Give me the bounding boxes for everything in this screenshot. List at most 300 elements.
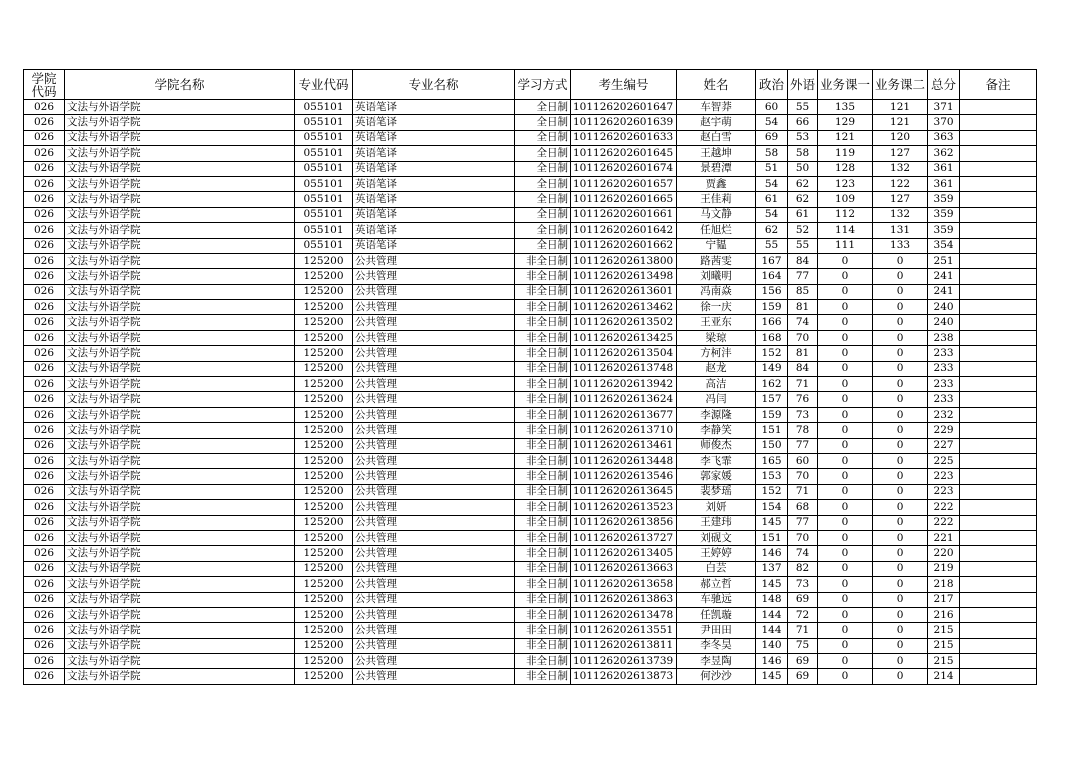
table-row <box>24 623 1037 638</box>
cell-candidate-id: 101126202613546 <box>571 469 677 484</box>
cell-college-code: 026 <box>24 407 65 422</box>
cell-major-code: 125200 <box>295 361 353 376</box>
cell-total-score: 217 <box>928 592 960 607</box>
cell-college-name: 文法与外语学院 <box>65 300 295 315</box>
table-row <box>24 377 1037 392</box>
cell-remarks <box>960 361 1037 376</box>
table-row <box>24 284 1037 299</box>
cell-course-one-score: 123 <box>818 176 873 191</box>
cell-foreign-language-score: 81 <box>788 346 818 361</box>
cell-candidate-id: 101126202613504 <box>571 346 677 361</box>
cell-course-one-score: 0 <box>818 592 873 607</box>
cell-remarks <box>960 500 1037 515</box>
cell-course-one-score: 112 <box>818 207 873 222</box>
cell-course-two-score: 0 <box>873 469 928 484</box>
table-row <box>24 361 1037 376</box>
cell-major-name: 公共管理 <box>353 253 515 268</box>
cell-name: 刘砚文 <box>677 530 756 545</box>
cell-college-code: 026 <box>24 469 65 484</box>
cell-course-two-score: 0 <box>873 377 928 392</box>
cell-candidate-id: 101126202613645 <box>571 484 677 499</box>
cell-course-one-score: 0 <box>818 453 873 468</box>
cell-course-one-score: 129 <box>818 115 873 130</box>
cell-foreign-language-score: 74 <box>788 546 818 561</box>
cell-name: 李冬昊 <box>677 638 756 653</box>
cell-remarks <box>960 238 1037 253</box>
cell-candidate-id: 101126202613498 <box>571 269 677 284</box>
cell-course-two-score: 0 <box>873 453 928 468</box>
cell-major-name: 公共管理 <box>353 577 515 592</box>
cell-candidate-id: 101126202601661 <box>571 207 677 222</box>
cell-major-code: 055101 <box>295 207 353 222</box>
cell-total-score: 240 <box>928 315 960 330</box>
cell-major-code: 125200 <box>295 453 353 468</box>
cell-total-score: 216 <box>928 607 960 622</box>
table-header <box>24 70 1037 100</box>
cell-candidate-id: 101126202613425 <box>571 330 677 345</box>
cell-college-code: 026 <box>24 146 65 161</box>
cell-college-name: 文法与外语学院 <box>65 392 295 407</box>
cell-candidate-id: 101126202613658 <box>571 577 677 592</box>
cell-major-code: 055101 <box>295 192 353 207</box>
cell-study-mode: 非全日制 <box>515 654 571 669</box>
cell-major-name: 公共管理 <box>353 284 515 299</box>
cell-remarks <box>960 638 1037 653</box>
cell-major-code: 125200 <box>295 592 353 607</box>
cell-major-name: 公共管理 <box>353 269 515 284</box>
cell-politics-score: 151 <box>756 423 788 438</box>
cell-major-name: 公共管理 <box>353 592 515 607</box>
header-college-name: 学院名称 <box>65 70 295 100</box>
cell-candidate-id: 101126202613462 <box>571 300 677 315</box>
cell-remarks <box>960 223 1037 238</box>
table-row <box>24 438 1037 453</box>
cell-course-one-score: 0 <box>818 546 873 561</box>
cell-study-mode: 非全日制 <box>515 546 571 561</box>
cell-college-code: 026 <box>24 530 65 545</box>
cell-candidate-id: 101126202601633 <box>571 130 677 145</box>
cell-college-name: 文法与外语学院 <box>65 115 295 130</box>
table-row <box>24 453 1037 468</box>
cell-course-one-score: 0 <box>818 330 873 345</box>
cell-total-score: 233 <box>928 361 960 376</box>
cell-foreign-language-score: 69 <box>788 654 818 669</box>
cell-course-two-score: 132 <box>873 207 928 222</box>
cell-major-code: 125200 <box>295 407 353 422</box>
cell-college-code: 026 <box>24 192 65 207</box>
table-row <box>24 654 1037 669</box>
cell-major-code: 055101 <box>295 130 353 145</box>
cell-course-one-score: 0 <box>818 638 873 653</box>
cell-politics-score: 145 <box>756 515 788 530</box>
cell-study-mode: 非全日制 <box>515 638 571 653</box>
cell-politics-score: 157 <box>756 392 788 407</box>
cell-foreign-language-score: 55 <box>788 238 818 253</box>
cell-name: 裴梦瑶 <box>677 484 756 499</box>
table-row <box>24 176 1037 191</box>
cell-major-code: 125200 <box>295 423 353 438</box>
cell-remarks <box>960 577 1037 592</box>
cell-major-name: 公共管理 <box>353 530 515 545</box>
cell-major-name: 公共管理 <box>353 654 515 669</box>
cell-college-code: 026 <box>24 484 65 499</box>
cell-course-one-score: 0 <box>818 269 873 284</box>
cell-name: 冯闫 <box>677 392 756 407</box>
cell-study-mode: 非全日制 <box>515 423 571 438</box>
cell-study-mode: 全日制 <box>515 161 571 176</box>
cell-major-code: 125200 <box>295 484 353 499</box>
cell-total-score: 362 <box>928 146 960 161</box>
cell-foreign-language-score: 75 <box>788 638 818 653</box>
cell-college-name: 文法与外语学院 <box>65 623 295 638</box>
table-row <box>24 300 1037 315</box>
cell-college-code: 026 <box>24 315 65 330</box>
cell-politics-score: 152 <box>756 346 788 361</box>
cell-study-mode: 全日制 <box>515 223 571 238</box>
cell-major-code: 125200 <box>295 330 353 345</box>
cell-college-name: 文法与外语学院 <box>65 577 295 592</box>
cell-course-one-score: 0 <box>818 438 873 453</box>
cell-major-name: 公共管理 <box>353 515 515 530</box>
cell-politics-score: 145 <box>756 669 788 684</box>
cell-college-code: 026 <box>24 284 65 299</box>
cell-college-name: 文法与外语学院 <box>65 253 295 268</box>
cell-foreign-language-score: 68 <box>788 500 818 515</box>
cell-course-one-score: 109 <box>818 192 873 207</box>
table-row <box>24 500 1037 515</box>
cell-name: 景碧潭 <box>677 161 756 176</box>
cell-candidate-id: 101126202613624 <box>571 392 677 407</box>
cell-course-one-score: 0 <box>818 300 873 315</box>
cell-course-one-score: 0 <box>818 623 873 638</box>
cell-total-score: 233 <box>928 392 960 407</box>
cell-candidate-id: 101126202613478 <box>571 607 677 622</box>
cell-foreign-language-score: 70 <box>788 469 818 484</box>
cell-college-name: 文法与外语学院 <box>65 100 295 115</box>
cell-major-name: 公共管理 <box>353 330 515 345</box>
cell-course-two-score: 0 <box>873 284 928 299</box>
cell-politics-score: 150 <box>756 438 788 453</box>
cell-college-code: 026 <box>24 500 65 515</box>
cell-politics-score: 54 <box>756 207 788 222</box>
cell-course-two-score: 0 <box>873 392 928 407</box>
cell-study-mode: 全日制 <box>515 115 571 130</box>
header-candidate-id: 考生编号 <box>571 70 677 100</box>
cell-total-score: 241 <box>928 269 960 284</box>
cell-course-two-score: 0 <box>873 515 928 530</box>
cell-candidate-id: 101126202613873 <box>571 669 677 684</box>
cell-study-mode: 非全日制 <box>515 515 571 530</box>
cell-major-code: 055101 <box>295 223 353 238</box>
cell-study-mode: 非全日制 <box>515 361 571 376</box>
cell-major-code: 125200 <box>295 654 353 669</box>
cell-total-score: 215 <box>928 638 960 653</box>
cell-candidate-id: 101126202601639 <box>571 115 677 130</box>
cell-course-one-score: 0 <box>818 361 873 376</box>
cell-course-two-score: 0 <box>873 361 928 376</box>
cell-college-name: 文法与外语学院 <box>65 315 295 330</box>
cell-college-name: 文法与外语学院 <box>65 130 295 145</box>
cell-course-two-score: 0 <box>873 669 928 684</box>
cell-name: 车智莽 <box>677 100 756 115</box>
cell-college-name: 文法与外语学院 <box>65 530 295 545</box>
cell-study-mode: 非全日制 <box>515 438 571 453</box>
cell-total-score: 222 <box>928 500 960 515</box>
cell-politics-score: 166 <box>756 315 788 330</box>
cell-study-mode: 非全日制 <box>515 392 571 407</box>
cell-major-name: 英语笔译 <box>353 161 515 176</box>
cell-course-two-score: 0 <box>873 654 928 669</box>
cell-major-name: 公共管理 <box>353 623 515 638</box>
cell-course-two-score: 120 <box>873 130 928 145</box>
cell-name: 方柯沣 <box>677 346 756 361</box>
cell-politics-score: 164 <box>756 269 788 284</box>
cell-politics-score: 58 <box>756 146 788 161</box>
cell-candidate-id: 101126202613739 <box>571 654 677 669</box>
cell-study-mode: 非全日制 <box>515 330 571 345</box>
cell-major-name: 公共管理 <box>353 300 515 315</box>
cell-college-name: 文法与外语学院 <box>65 361 295 376</box>
cell-foreign-language-score: 77 <box>788 515 818 530</box>
cell-study-mode: 非全日制 <box>515 577 571 592</box>
cell-major-name: 公共管理 <box>353 407 515 422</box>
cell-total-score: 227 <box>928 438 960 453</box>
cell-major-name: 英语笔译 <box>353 146 515 161</box>
cell-major-code: 055101 <box>295 161 353 176</box>
cell-major-code: 125200 <box>295 577 353 592</box>
cell-course-two-score: 0 <box>873 592 928 607</box>
cell-name: 车驰远 <box>677 592 756 607</box>
cell-course-two-score: 121 <box>873 115 928 130</box>
cell-candidate-id: 101126202613461 <box>571 438 677 453</box>
cell-course-one-score: 0 <box>818 484 873 499</box>
cell-foreign-language-score: 82 <box>788 561 818 576</box>
cell-remarks <box>960 469 1037 484</box>
cell-remarks <box>960 530 1037 545</box>
cell-remarks <box>960 146 1037 161</box>
cell-course-two-score: 0 <box>873 423 928 438</box>
table-row <box>24 469 1037 484</box>
cell-course-two-score: 127 <box>873 146 928 161</box>
header-foreign-language: 外语 <box>788 70 818 100</box>
cell-course-one-score: 0 <box>818 407 873 422</box>
cell-candidate-id: 101126202613942 <box>571 377 677 392</box>
cell-foreign-language-score: 71 <box>788 484 818 499</box>
cell-major-code: 125200 <box>295 377 353 392</box>
cell-college-code: 026 <box>24 623 65 638</box>
cell-course-one-score: 0 <box>818 346 873 361</box>
cell-college-name: 文法与外语学院 <box>65 346 295 361</box>
cell-remarks <box>960 423 1037 438</box>
cell-total-score: 371 <box>928 100 960 115</box>
table-row <box>24 100 1037 115</box>
cell-course-two-score: 122 <box>873 176 928 191</box>
header-row <box>24 70 1037 100</box>
cell-college-name: 文法与外语学院 <box>65 407 295 422</box>
cell-total-score: 214 <box>928 669 960 684</box>
cell-major-code: 055101 <box>295 238 353 253</box>
header-total: 总分 <box>928 70 960 100</box>
cell-college-code: 026 <box>24 654 65 669</box>
cell-college-name: 文法与外语学院 <box>65 453 295 468</box>
header-college-code: 学院代码 <box>24 70 65 100</box>
cell-name: 李飞霏 <box>677 453 756 468</box>
cell-name: 高洁 <box>677 377 756 392</box>
cell-name: 师俊杰 <box>677 438 756 453</box>
cell-foreign-language-score: 74 <box>788 315 818 330</box>
cell-foreign-language-score: 58 <box>788 146 818 161</box>
cell-foreign-language-score: 69 <box>788 592 818 607</box>
cell-politics-score: 159 <box>756 300 788 315</box>
cell-total-score: 215 <box>928 623 960 638</box>
cell-politics-score: 146 <box>756 654 788 669</box>
cell-remarks <box>960 607 1037 622</box>
cell-study-mode: 非全日制 <box>515 469 571 484</box>
cell-study-mode: 非全日制 <box>515 300 571 315</box>
header-name: 姓名 <box>677 70 756 100</box>
cell-college-name: 文法与外语学院 <box>65 269 295 284</box>
table-row <box>24 423 1037 438</box>
cell-college-code: 026 <box>24 669 65 684</box>
cell-major-code: 055101 <box>295 146 353 161</box>
header-course-one: 业务课一 <box>818 70 873 100</box>
cell-course-one-score: 128 <box>818 161 873 176</box>
cell-remarks <box>960 100 1037 115</box>
cell-candidate-id: 101126202601674 <box>571 161 677 176</box>
cell-politics-score: 61 <box>756 192 788 207</box>
cell-college-code: 026 <box>24 392 65 407</box>
cell-course-two-score: 0 <box>873 346 928 361</box>
cell-course-two-score: 0 <box>873 407 928 422</box>
cell-candidate-id: 101126202613448 <box>571 453 677 468</box>
cell-total-score: 363 <box>928 130 960 145</box>
table-row <box>24 223 1037 238</box>
cell-remarks <box>960 546 1037 561</box>
cell-course-two-score: 0 <box>873 577 928 592</box>
cell-candidate-id: 101126202613748 <box>571 361 677 376</box>
cell-total-score: 370 <box>928 115 960 130</box>
cell-course-one-score: 0 <box>818 515 873 530</box>
cell-course-one-score: 0 <box>818 654 873 669</box>
cell-name: 路茜雯 <box>677 253 756 268</box>
cell-politics-score: 51 <box>756 161 788 176</box>
cell-remarks <box>960 253 1037 268</box>
cell-remarks <box>960 300 1037 315</box>
cell-course-two-score: 0 <box>873 607 928 622</box>
cell-name: 冯南焱 <box>677 284 756 299</box>
cell-candidate-id: 101126202613551 <box>571 623 677 638</box>
cell-major-name: 英语笔译 <box>353 100 515 115</box>
cell-candidate-id: 101126202601657 <box>571 176 677 191</box>
cell-politics-score: 137 <box>756 561 788 576</box>
table-row <box>24 577 1037 592</box>
cell-foreign-language-score: 61 <box>788 207 818 222</box>
cell-remarks <box>960 115 1037 130</box>
cell-major-name: 公共管理 <box>353 500 515 515</box>
cell-name: 李静笑 <box>677 423 756 438</box>
cell-politics-score: 145 <box>756 577 788 592</box>
cell-college-name: 文法与外语学院 <box>65 654 295 669</box>
cell-study-mode: 非全日制 <box>515 561 571 576</box>
cell-major-code: 125200 <box>295 530 353 545</box>
cell-name: 尹田田 <box>677 623 756 638</box>
cell-course-two-score: 132 <box>873 161 928 176</box>
cell-college-name: 文法与外语学院 <box>65 176 295 191</box>
cell-total-score: 223 <box>928 469 960 484</box>
table-row <box>24 392 1037 407</box>
cell-course-two-score: 0 <box>873 638 928 653</box>
cell-major-code: 125200 <box>295 300 353 315</box>
cell-course-one-score: 0 <box>818 577 873 592</box>
cell-course-one-score: 0 <box>818 392 873 407</box>
cell-name: 马文静 <box>677 207 756 222</box>
cell-name: 王婷婷 <box>677 546 756 561</box>
cell-major-code: 125200 <box>295 438 353 453</box>
cell-course-one-score: 0 <box>818 561 873 576</box>
cell-total-score: 229 <box>928 423 960 438</box>
table-row <box>24 484 1037 499</box>
cell-total-score: 233 <box>928 377 960 392</box>
cell-major-code: 125200 <box>295 284 353 299</box>
cell-politics-score: 54 <box>756 115 788 130</box>
cell-major-code: 125200 <box>295 269 353 284</box>
cell-college-code: 026 <box>24 207 65 222</box>
cell-major-name: 公共管理 <box>353 669 515 684</box>
cell-study-mode: 非全日制 <box>515 530 571 545</box>
cell-course-two-score: 0 <box>873 484 928 499</box>
cell-major-name: 公共管理 <box>353 484 515 499</box>
cell-course-two-score: 0 <box>873 315 928 330</box>
cell-name: 宁韫 <box>677 238 756 253</box>
cell-total-score: 359 <box>928 207 960 222</box>
cell-major-name: 公共管理 <box>353 361 515 376</box>
cell-study-mode: 全日制 <box>515 176 571 191</box>
cell-politics-score: 165 <box>756 453 788 468</box>
cell-course-one-score: 121 <box>818 130 873 145</box>
cell-study-mode: 全日制 <box>515 130 571 145</box>
cell-college-code: 026 <box>24 300 65 315</box>
cell-college-code: 026 <box>24 577 65 592</box>
cell-college-name: 文法与外语学院 <box>65 161 295 176</box>
cell-major-code: 125200 <box>295 469 353 484</box>
cell-study-mode: 非全日制 <box>515 623 571 638</box>
cell-study-mode: 非全日制 <box>515 315 571 330</box>
cell-remarks <box>960 346 1037 361</box>
cell-total-score: 238 <box>928 330 960 345</box>
cell-major-code: 125200 <box>295 546 353 561</box>
cell-major-name: 英语笔译 <box>353 130 515 145</box>
cell-total-score: 232 <box>928 407 960 422</box>
cell-total-score: 223 <box>928 484 960 499</box>
cell-major-code: 055101 <box>295 115 353 130</box>
cell-politics-score: 60 <box>756 100 788 115</box>
table-row <box>24 638 1037 653</box>
cell-study-mode: 非全日制 <box>515 669 571 684</box>
cell-college-code: 026 <box>24 515 65 530</box>
cell-course-one-score: 0 <box>818 500 873 515</box>
cell-candidate-id: 101126202613710 <box>571 423 677 438</box>
cell-college-code: 026 <box>24 546 65 561</box>
cell-politics-score: 168 <box>756 330 788 345</box>
cell-study-mode: 全日制 <box>515 207 571 222</box>
cell-college-name: 文法与外语学院 <box>65 469 295 484</box>
header-course-two: 业务课二 <box>873 70 928 100</box>
cell-major-code: 125200 <box>295 253 353 268</box>
cell-remarks <box>960 392 1037 407</box>
cell-name: 何沙沙 <box>677 669 756 684</box>
cell-total-score: 218 <box>928 577 960 592</box>
cell-foreign-language-score: 85 <box>788 284 818 299</box>
